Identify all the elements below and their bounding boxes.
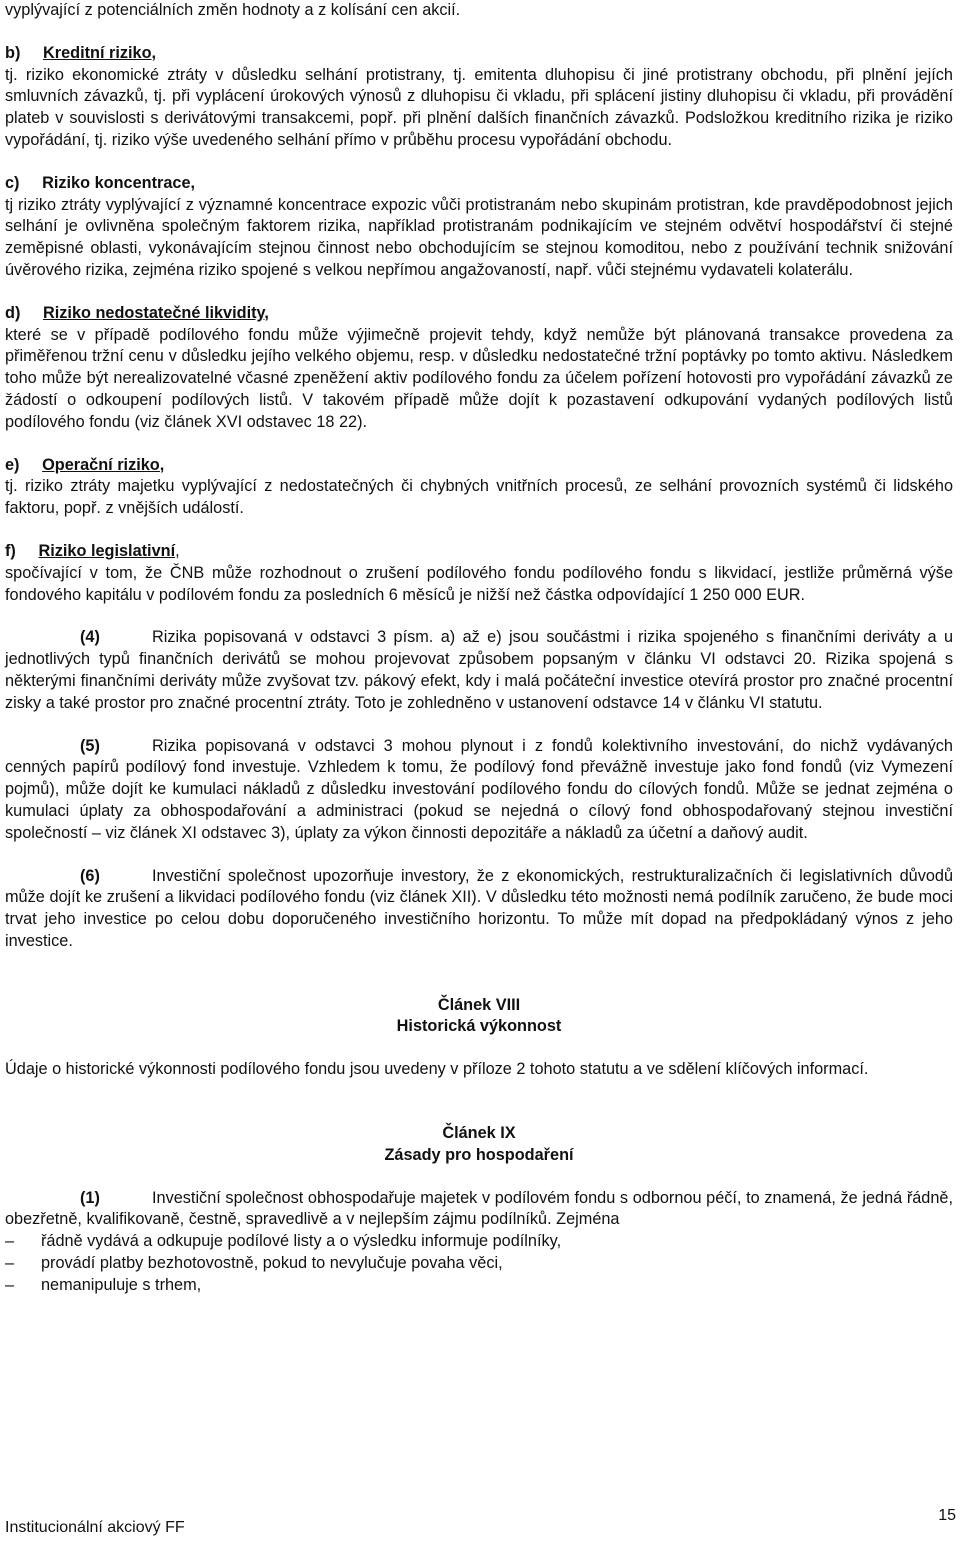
article-title: Zásady pro hospodaření — [384, 1145, 574, 1164]
paragraph-5 — [5, 736, 953, 845]
section-label: e) — [5, 455, 20, 474]
article-number: Článek VIII — [437, 995, 521, 1014]
list-item: – nemanipuluje s trhem, — [5, 1275, 953, 1297]
section-heading — [5, 541, 953, 563]
section-legislative-risk — [5, 541, 953, 606]
section-title: Riziko nedostatečné likvidity, — [43, 303, 269, 322]
section-heading — [5, 43, 953, 65]
section-heading — [5, 173, 953, 195]
section-text: spočívající v tom, že ČNB může rozhodnout o zrušení podílového fondu podílového fondu s likvidací, jestliže průměrná výše fondového kapitálu v podílovém fondu za posledních 6 měsíců je nižší než částka odpovídající 1 250 000 EUR. — [5, 563, 953, 604]
section-title-suffix: , — [175, 541, 180, 560]
article-ix — [5, 1123, 953, 1297]
section-heading — [5, 455, 953, 477]
paragraph-6 — [5, 866, 953, 953]
paragraph-text: Rizika popisovaná v odstavci 3 mohou plynout i z fondů kolektivního investování, do nichž vydávaných cenných papírů podílový fond investuje. Vzhledem k tomu, že podílový fond převážně investuje jako fond fondů (viz Vymezení pojmů), může dojít ke kumulaci nákladů z důsledku investování podílového fondu do cílových fondů. Může se jednat zejména o kumulaci úplaty za obhospodařování a administraci (pokud se nejedná o cílový fond obhospodařovaný stejnou investiční společností – viz článek XI odstavec 3), úplaty za výkon činnosti depozitáře a nákladů za účetní a daňový audit. — [5, 736, 953, 842]
document-page — [5, 0, 953, 1297]
section-credit-risk — [5, 43, 953, 152]
section-liquidity-risk — [5, 303, 953, 434]
list-item: – provádí platby bezhotovostně, pokud to nevylučuje povaha věci, — [5, 1253, 953, 1275]
article-viii — [5, 995, 953, 1081]
section-heading — [5, 303, 953, 325]
section-label: b) — [5, 43, 21, 62]
paragraph-text: Investiční společnost upozorňuje investory, že z ekonomických, restrukturalizačních či legislativních důvodů může dojít ke zrušení a likvidaci podílového fondu (viz článek XII). V důsledku této možnosti nemá podílník zaručeno, že bude moci trvat jeho investice po celou dobu doporučeného investičního horizontu. To může mít dopad na předpokládaný výnos z jeho investice. — [5, 866, 953, 950]
paragraph-number: (4) — [80, 628, 100, 647]
article-number: Článek IX — [442, 1124, 516, 1143]
paragraph-number: (6) — [80, 866, 100, 885]
section-text: tj riziko ztráty vyplývající z významné koncentrace expozic vůči protistranám nebo skupinám protistran, kde pravděpodobnost jejich selhání je ovlivněna společným faktorem rizika, například protistranám podnikajícím ve stejném odvětví hospodářství či stejné zeměpisné oblasti, vykonávajícím stejnou činnost nebo obchodujícím se stejnou komoditou, nebo z používání technik snižování úvěrového rizika, zejména riziko spojené s velkou nepřímou angažovaností, např. vůči stejnému vydavateli kolaterálu. — [5, 195, 953, 279]
paragraph-text: Rizika popisovaná v odstavci 3 písm. a) až e) jsou součástmi i rizika spojeného s finančními deriváty a u jednotlivých typů finančních derivátů se mohou projevovat způsobem popsaným v článku VI odstavci 20. Rizika spojená s některými finančními deriváty může zvyšovat tzv. pákový efekt, kdy i malá počáteční investice otevírá prostor pro značné procentní zisky a také prostor pro značné procentní ztráty. Toto je zohledněno v ustanovení odstavce 14 v článku VI statutu. — [5, 628, 953, 712]
intro-text: vyplývající z potenciálních změn hodnoty a z kolísání cen akcií. — [5, 1, 461, 19]
footer-fund-name: Institucionální akciový FF — [5, 1519, 185, 1536]
section-text: tj. riziko ekonomické ztráty v důsledku selhání protistrany, tj. emitenta dluhopisu či jiné protistrany obchodu, při plnění jejích smluvních závazků, tj. při vyplácení úrokových výnosů z dluhopisu či vkladu, při splácení jistiny dluhopisu či vkladu, při provádění plateb v souvislosti s derivátovými transakcemi, popř. při plnění dalších finančních závazků. Podsložkou kreditního rizika je riziko vypořádání, tj. riziko výše uvedeného selhání přímo v průběhu procesu vypořádání obchodu. — [5, 65, 953, 149]
list-item: – řádně vydává a odkupuje podílové listy a o výsledku informuje podílníky, — [5, 1231, 953, 1253]
section-label: d) — [5, 303, 21, 322]
section-title: Operační riziko, — [42, 455, 165, 474]
section-label: f) — [5, 541, 16, 560]
article-text: Údaje o historické výkonnosti podílového fondu jsou uvedeny v příloze 2 tohoto statutu a ve sdělení klíčových informací. — [5, 1060, 869, 1079]
section-title: Riziko koncentrace, — [42, 173, 196, 192]
page-number: 15 — [938, 1507, 956, 1524]
obligations-list — [5, 1231, 953, 1296]
section-label: c) — [5, 173, 20, 192]
paragraph-4 — [5, 627, 953, 714]
section-concentration-risk — [5, 173, 953, 282]
paragraph-number: (1) — [80, 1188, 100, 1207]
article-title: Historická výkonnost — [396, 1017, 562, 1036]
section-title: Riziko legislativní — [38, 541, 176, 560]
paragraph-1 — [5, 1188, 953, 1232]
section-text: tj. riziko ztráty majetku vyplývající z nedostatečných či chybných vnitřních procesů, ze selhání provozních systémů či lidského faktoru, popř. z vnějších událostí. — [5, 477, 953, 518]
section-text: které se v případě podílového fondu může výjimečně projevit tehdy, když nemůže být plánovaná transakce provedena za přiměřenou tržní cenu v důsledku jejího velkého objemu, resp. v důsledku nedostatečné tržní poptávky po tomto aktivu. Následkem toho může být nerealizovatelné včasné zpeněžení aktiv podílového fondu za účelem pořízení hotovosti pro vypořádání závazků ze žádostí o odkoupení podílových listů. V takovém případě může dojít k pozastavení odkupování vydaných podílových listů podílového fondu (viz článek XVI odstavec 18 22). — [5, 325, 953, 431]
section-title: Kreditní riziko, — [43, 43, 157, 62]
paragraph-number: (5) — [80, 736, 100, 755]
paragraph-text: Investiční společnost obhospodařuje majetek v podílovém fondu s odbornou péčí, to znamená, že jedná řádně, obezřetně, kvalifikovaně, čestně, spravedlivě a v nejlepším zájmu podílníků. Zejména — [5, 1188, 953, 1229]
section-operational-risk — [5, 455, 953, 520]
